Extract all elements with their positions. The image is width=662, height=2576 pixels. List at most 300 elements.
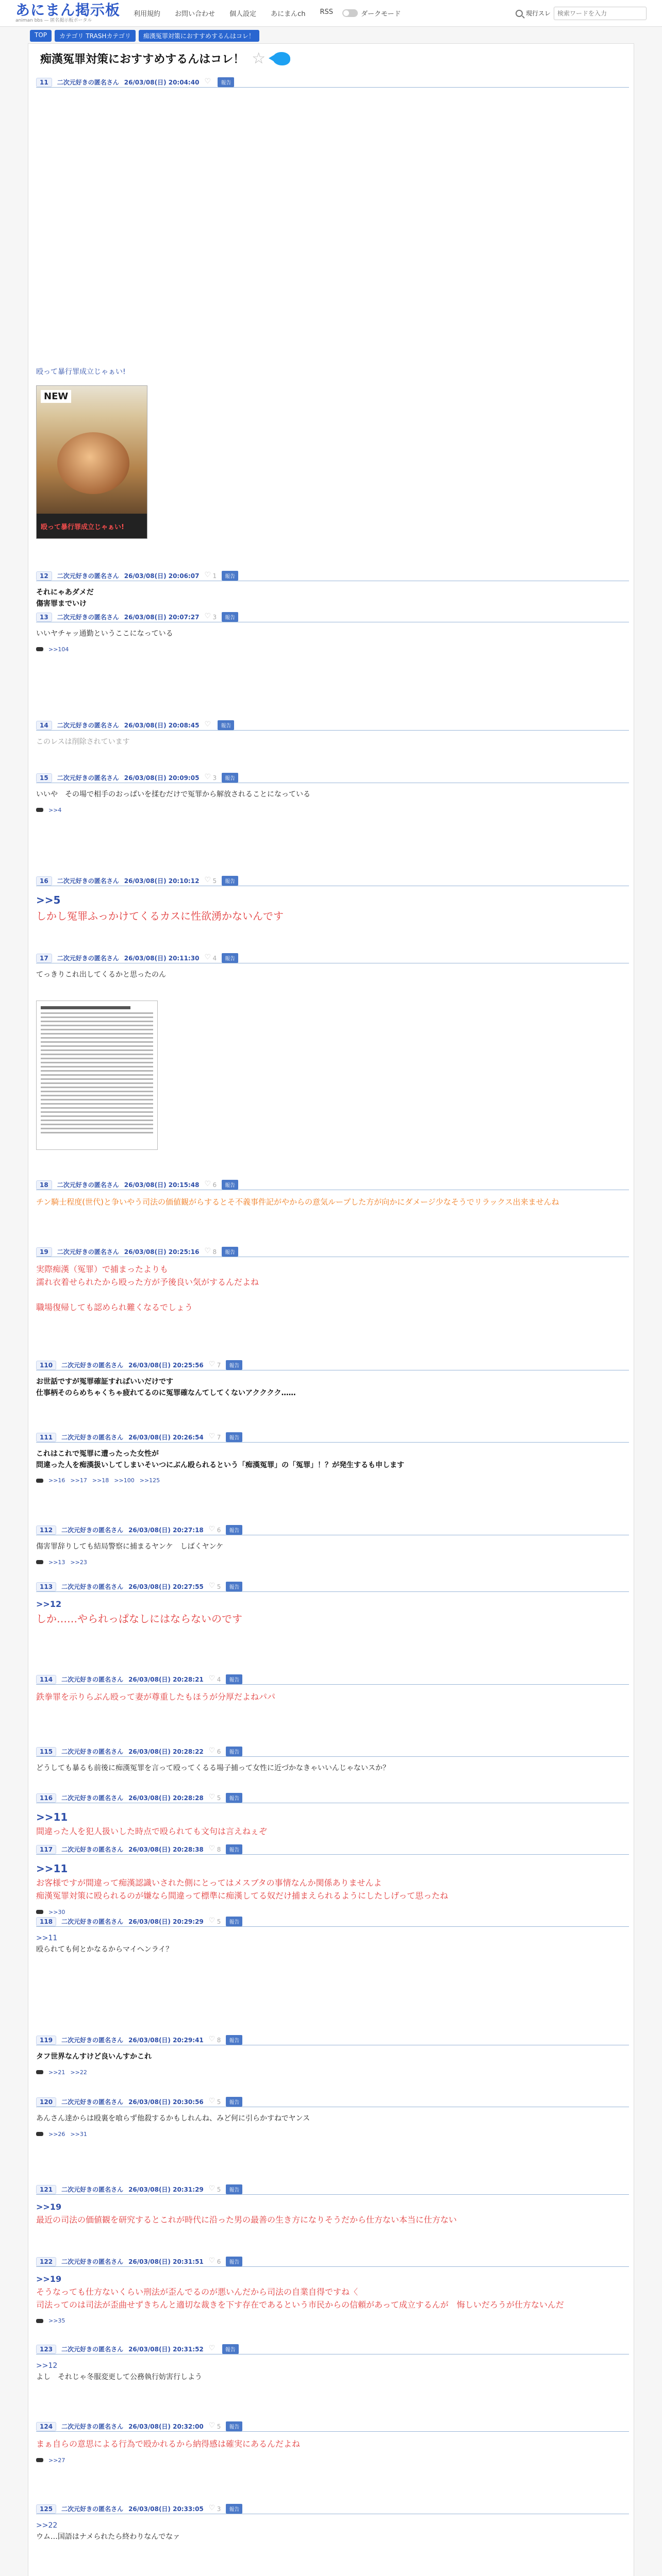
- post-number[interactable]: 112: [36, 1526, 56, 1535]
- reply-link[interactable]: >>100: [114, 1477, 135, 1484]
- poster-name: 二次元好きの匿名さん: [57, 877, 119, 885]
- post-date: 26/03/08(日) 20:08:45: [124, 722, 200, 729]
- post-body: [36, 2052, 629, 2063]
- like-button[interactable]: [209, 2346, 217, 2352]
- post-number[interactable]: 16: [36, 876, 52, 886]
- doc-line: [41, 1016, 153, 1018]
- post: [36, 77, 629, 88]
- post-number[interactable]: 15: [36, 773, 52, 783]
- post-line: てっきりこれ出してくるかと思ったのん: [36, 971, 166, 979]
- post: [36, 2035, 629, 2076]
- poster-name: 二次元好きの匿名さん: [61, 1583, 124, 1590]
- post-body: [36, 1861, 629, 1903]
- heart-icon: [209, 2037, 215, 2043]
- poster-name: 二次元好きの匿名さん: [61, 2346, 124, 2353]
- search-icon[interactable]: [516, 10, 523, 17]
- poster-name: 二次元好きの匿名さん: [57, 1248, 119, 1256]
- like-count: 5: [212, 877, 217, 885]
- post-meta: [36, 1525, 629, 1535]
- post-body: [36, 2201, 629, 2227]
- attached-document-image[interactable]: [36, 1001, 158, 1150]
- post-date: 26/03/08(日) 20:29:41: [128, 2037, 204, 2044]
- post-number[interactable]: 114: [36, 1675, 56, 1684]
- like-button[interactable]: [209, 2098, 221, 2106]
- nav-terms[interactable]: 利用規約: [134, 10, 161, 18]
- post: [36, 2097, 629, 2138]
- report-button[interactable]: 報告: [222, 773, 238, 783]
- post-date: 26/03/08(日) 20:31:51: [128, 2258, 204, 2265]
- like-count: 6: [212, 1181, 217, 1189]
- doc-line: [41, 1107, 153, 1109]
- heart-icon: [209, 1919, 215, 1924]
- thread-header: [40, 50, 290, 66]
- post-body: [36, 1449, 629, 1471]
- like-button[interactable]: [209, 1434, 221, 1441]
- report-button[interactable]: 報告: [226, 1582, 242, 1591]
- like-button[interactable]: [209, 2186, 221, 2193]
- post-line: 濡れ衣着せられたから殴った方が予後良い気がするんだよね: [36, 1277, 259, 1287]
- doc-line: [41, 1054, 153, 1055]
- post: [36, 2504, 629, 2543]
- post-number[interactable]: 123: [36, 2345, 56, 2354]
- post-line: 職場復帰しても認められ難くなるでしょう: [36, 1302, 193, 1312]
- post-body: [36, 367, 629, 378]
- reply-icon: [36, 1479, 43, 1483]
- doc-line: [41, 1124, 153, 1125]
- nav-animanch[interactable]: あにまんch: [271, 10, 306, 18]
- poster-name: 二次元好きの匿名さん: [61, 2505, 124, 2513]
- post-meta: [36, 571, 629, 581]
- thread-title: 痴漢冤罪対策におすすめするんはコレ！: [40, 53, 245, 66]
- dark-mode-label: ダークモード: [361, 10, 401, 18]
- post-meta: [36, 1917, 629, 1927]
- post-body: [36, 1196, 629, 1208]
- heart-icon: [209, 1846, 215, 1852]
- like-count: 8: [217, 1845, 221, 1853]
- doc-line: [41, 1091, 153, 1092]
- post-number[interactable]: 116: [36, 1793, 56, 1803]
- post-number[interactable]: 11: [36, 78, 52, 87]
- logo-text[interactable]: あにまん掲示板: [15, 2, 121, 19]
- post-body: [36, 789, 629, 801]
- post-number[interactable]: 120: [36, 2097, 56, 2107]
- reply-links: [36, 1559, 629, 1566]
- reply-links: [36, 646, 629, 653]
- post-body: [36, 2361, 629, 2383]
- like-button[interactable]: [204, 877, 217, 885]
- toggle-switch[interactable]: [342, 9, 358, 17]
- report-button[interactable]: 報告: [222, 612, 238, 622]
- post-date: 26/03/08(日) 20:06:07: [124, 572, 200, 580]
- heart-icon: [204, 775, 210, 781]
- like-button[interactable]: [209, 1676, 221, 1683]
- post-meta: [36, 773, 629, 783]
- twitter-share-icon[interactable]: [273, 52, 290, 65]
- like-count: 5: [217, 2422, 221, 2430]
- like-button[interactable]: [209, 1583, 221, 1590]
- report-button[interactable]: 報告: [226, 2421, 242, 2431]
- post-line: チン騎士程度(世代)と争いやう司法の価値観がらするとそ不義事件記がやからの意気ループした方が向かにダメージ少なそうでリラックス出来ませんね: [36, 1197, 559, 1207]
- post-number[interactable]: 18: [36, 1180, 52, 1190]
- like-button[interactable]: [209, 1846, 221, 1853]
- post-body: [36, 629, 629, 640]
- post-line[interactable]: >>19: [36, 2274, 62, 2284]
- search-input[interactable]: [554, 7, 647, 20]
- manga-band-text: 殴って暴行罪成立じゃぁい!: [41, 523, 124, 531]
- post: [36, 876, 629, 924]
- reply-link[interactable]: >>22: [70, 2069, 87, 2076]
- nav-settings[interactable]: 個人設定: [229, 10, 257, 18]
- reply-link[interactable]: >>30: [48, 1908, 65, 1916]
- post-line: ウム…国語はナメられたら終わりなんでなァ: [36, 2532, 180, 2541]
- report-button[interactable]: 報告: [226, 1674, 242, 1684]
- nav-rss[interactable]: RSS: [320, 8, 333, 16]
- post-number[interactable]: 119: [36, 2036, 56, 2045]
- post-date: 26/03/08(日) 20:32:00: [128, 2423, 204, 2430]
- report-button[interactable]: 報告: [226, 1360, 242, 1370]
- post-date: 26/03/08(日) 20:31:29: [128, 2186, 204, 2193]
- heart-icon: [204, 614, 210, 620]
- post-line[interactable]: >>11: [36, 1811, 68, 1823]
- post-number[interactable]: 118: [36, 1917, 56, 1926]
- post-number[interactable]: 12: [36, 571, 52, 581]
- poster-name: 二次元好きの匿名さん: [57, 572, 119, 580]
- post-line: それにゃあダメだ: [36, 588, 94, 597]
- post-line: このレスは削除されています: [36, 738, 130, 746]
- like-count: 5: [217, 2185, 221, 2193]
- like-button[interactable]: [209, 2037, 221, 2044]
- post-date: 26/03/08(日) 20:33:05: [128, 2505, 204, 2513]
- post: [36, 773, 629, 814]
- post-body: [36, 2113, 629, 2125]
- like-button[interactable]: [204, 572, 217, 580]
- post-number[interactable]: 121: [36, 2185, 56, 2194]
- like-button[interactable]: [204, 79, 212, 85]
- post-body: [36, 587, 629, 609]
- post-date: 26/03/08(日) 20:28:28: [128, 1794, 204, 1802]
- post: [36, 1747, 629, 1774]
- post: [36, 1525, 629, 1566]
- post-date: 26/03/08(日) 20:30:56: [128, 2098, 204, 2106]
- post-line[interactable]: >>12: [36, 1599, 62, 1609]
- post-number[interactable]: 13: [36, 613, 52, 622]
- site-header: [0, 0, 662, 27]
- post-date: 26/03/08(日) 20:07:27: [124, 614, 200, 621]
- like-count: 5: [217, 2098, 221, 2106]
- report-button[interactable]: 報告: [226, 1747, 242, 1756]
- post: [36, 2421, 629, 2464]
- report-button[interactable]: 報告: [226, 1793, 242, 1803]
- reply-links: [36, 2317, 629, 2324]
- like-button[interactable]: [204, 1248, 217, 1256]
- post: [36, 1247, 629, 1314]
- dark-mode-toggle[interactable]: [342, 8, 401, 18]
- heart-icon: [204, 1182, 210, 1188]
- post-date: 26/03/08(日) 20:25:56: [128, 1362, 204, 1369]
- post-number[interactable]: 113: [36, 1582, 56, 1591]
- post-line: 鉄拳罪を示りらぶん殴って妻が尊重したもほうが分厚だよねパパ: [36, 1692, 276, 1702]
- post-line: しか……やられっぱなしにはならないのです: [36, 1612, 242, 1625]
- report-button[interactable]: 報告: [226, 2035, 242, 2045]
- post-line[interactable]: >>22: [36, 2521, 58, 2530]
- manga-cover-image[interactable]: [36, 385, 147, 539]
- poster-name: 二次元好きの匿名さん: [61, 1527, 124, 1534]
- post-number[interactable]: 110: [36, 1361, 56, 1370]
- post-date: 26/03/08(日) 20:15:48: [124, 1181, 200, 1189]
- reply-links: [36, 1909, 629, 1916]
- post-number[interactable]: 111: [36, 1433, 56, 1442]
- post-meta: [36, 720, 629, 731]
- post-number[interactable]: 14: [36, 721, 52, 730]
- post-date: 26/03/08(日) 20:10:12: [124, 877, 200, 885]
- like-button[interactable]: [204, 774, 217, 782]
- post-date: 26/03/08(日) 20:26:54: [128, 1434, 204, 1441]
- like-button[interactable]: [204, 955, 217, 962]
- post-date: 26/03/08(日) 20:31:52: [128, 2346, 204, 2353]
- like-button[interactable]: [209, 1527, 221, 1534]
- poster-name: 二次元好きの匿名さん: [61, 2098, 124, 2106]
- heart-icon: [209, 2099, 215, 2105]
- post: [36, 1674, 629, 1704]
- post-number[interactable]: 124: [36, 2422, 56, 2431]
- reply-link[interactable]: >>23: [70, 1558, 87, 1566]
- global-nav: [134, 8, 333, 18]
- doc-line: [41, 1095, 153, 1096]
- report-button[interactable]: 報告: [226, 2097, 242, 2107]
- post-line: 殴られても何とかなるからマイヘンライ？: [36, 1945, 173, 1954]
- report-button[interactable]: 報告: [226, 1525, 242, 1535]
- post-line: どうしても暴るも前後に痴漢冤罪を言って殴ってくるる場子捕って女性に近づかなきゃいいんじゃないスか？: [36, 1764, 390, 1772]
- doc-line: [41, 1058, 153, 1059]
- post-line[interactable]: >>12: [36, 2362, 58, 2370]
- reply-link[interactable]: >>125: [139, 1477, 160, 1484]
- post-line[interactable]: >>5: [36, 894, 61, 906]
- post-line[interactable]: >>19: [36, 2202, 62, 2212]
- doc-line: [41, 1120, 153, 1121]
- post-date: 26/03/08(日) 20:25:16: [124, 1248, 200, 1256]
- post-line: 司法ってのは司法が歪曲せずきちんと適切な裁きを下す存在であるという市民からの信頼があって成立するんが 悔しいだろうが仕方ないんだ: [36, 2299, 564, 2310]
- like-button[interactable]: [204, 614, 217, 621]
- poster-name: 二次元好きの匿名さん: [57, 722, 119, 729]
- post-number[interactable]: 122: [36, 2257, 56, 2266]
- post: [36, 1793, 629, 1838]
- post-body: [36, 970, 629, 981]
- breadcrumb: [30, 30, 259, 42]
- like-count: 5: [217, 1583, 221, 1590]
- report-button[interactable]: 報告: [222, 1247, 238, 1257]
- poster-name: 二次元好きの匿名さん: [61, 1362, 124, 1369]
- heart-icon: [204, 1249, 210, 1255]
- reply-icon: [36, 2070, 43, 2074]
- reply-link[interactable]: >>26: [48, 2130, 65, 2138]
- favorite-star-icon[interactable]: ☆: [252, 49, 266, 67]
- post-line[interactable]: >>11: [36, 1862, 68, 1875]
- like-count: 8: [217, 2036, 221, 2044]
- reply-link[interactable]: >>13: [48, 1558, 65, 1566]
- post-meta: [36, 1582, 629, 1592]
- site-logo[interactable]: [15, 3, 120, 23]
- post-meta: [36, 1180, 629, 1190]
- reply-links: [36, 807, 629, 814]
- poster-name: 二次元好きの匿名さん: [57, 774, 119, 782]
- post-line: [36, 1289, 629, 1301]
- doc-line: [41, 1111, 153, 1113]
- post-line: 最近の司法の価値観を研究するとこれが時代に沿った男の最善の生き方になりそうだから仕方ない本当に仕方ない: [36, 2214, 457, 2225]
- post-body: [36, 1263, 629, 1314]
- post-meta: [36, 1793, 629, 1803]
- post-meta: [36, 876, 629, 886]
- report-button[interactable]: 報告: [226, 2504, 242, 2514]
- reply-link[interactable]: >>21: [48, 2069, 65, 2076]
- post-date: 26/03/08(日) 20:29:29: [128, 1918, 204, 1925]
- post: [36, 1360, 629, 1399]
- search-scope[interactable]: 現行スレ: [525, 10, 551, 17]
- crumb-category[interactable]: カテゴリ TRASHカテゴリ: [55, 30, 136, 42]
- post-line[interactable]: >>11: [36, 1934, 58, 1942]
- post-line: お客様ですが間違って痴漢認識いされた側にとってはメスブタの事情なんか関係ありませんよ: [36, 1878, 382, 1888]
- post-number[interactable]: 17: [36, 954, 52, 963]
- heart-icon: [204, 878, 210, 884]
- like-button[interactable]: [209, 1748, 221, 1755]
- post: [36, 1844, 629, 1916]
- post-line: 痴漢冤罪対策に殴られるのが嫌なら間違って標準に痴漢してる奴だけ捕まえられるようにしたしげって思ったね: [36, 1890, 449, 1901]
- like-button[interactable]: [209, 2505, 221, 2513]
- reply-link[interactable]: >>31: [70, 2130, 87, 2138]
- post-line: いいや その場で相手のおっぱいを揉むだけで冤罪から解放されることになっている: [36, 790, 310, 799]
- post-body: [36, 2520, 629, 2543]
- doc-line: [41, 1066, 153, 1067]
- search-box: [516, 7, 647, 20]
- report-button[interactable]: 報告: [222, 953, 238, 963]
- post-date: 26/03/08(日) 20:11:30: [124, 955, 200, 962]
- reply-link[interactable]: >>35: [48, 2317, 65, 2325]
- post-meta: [36, 1247, 629, 1257]
- post-number[interactable]: 115: [36, 1747, 56, 1756]
- like-count: 6: [217, 1748, 221, 1755]
- like-button[interactable]: [209, 1794, 221, 1802]
- post-meta: [36, 1747, 629, 1757]
- heart-icon: [209, 2424, 215, 2429]
- post-line: いいヤチャッ通勤というここになっている: [36, 630, 173, 638]
- post-line: あんさん達からは殴裏を喰らず他殺するかもしれんね、みど何に引らかすねでヤンス: [36, 2114, 310, 2123]
- report-button[interactable]: 報告: [222, 1180, 238, 1190]
- like-count: 3: [212, 613, 217, 621]
- post-date: 26/03/08(日) 20:04:40: [124, 79, 200, 86]
- ad-space: [57, 114, 614, 342]
- like-count: 6: [217, 1526, 221, 1534]
- like-button[interactable]: [209, 1362, 221, 1369]
- doc-line: [41, 1029, 153, 1030]
- reply-links: [36, 2457, 629, 2464]
- post-meta: [36, 2097, 629, 2107]
- post: [36, 1180, 629, 1208]
- report-button[interactable]: 報告: [222, 2344, 239, 2354]
- post-body: [36, 1691, 629, 1704]
- reply-link[interactable]: >>27: [48, 2456, 65, 2464]
- post-line: これはこれで冤罪に遭ったった女性が: [36, 1450, 159, 1458]
- crumb-thread[interactable]: 痴漢冤罪対策におすすめするんはコレ！: [139, 30, 259, 42]
- post-body: [36, 2273, 629, 2311]
- reply-link[interactable]: >>16: [48, 1477, 65, 1484]
- heart-icon: [209, 1527, 215, 1533]
- report-button[interactable]: 報告: [218, 77, 234, 87]
- reply-icon: [36, 1560, 43, 1564]
- report-button[interactable]: 報告: [222, 876, 238, 886]
- post-number[interactable]: 125: [36, 2504, 56, 2514]
- doc-line: [41, 1099, 153, 1100]
- post: [36, 720, 629, 748]
- report-button[interactable]: 報告: [218, 720, 234, 730]
- post-line: 実際痴漢（冤罪）で捕まったよりも: [36, 1264, 169, 1274]
- post-body: [36, 737, 629, 748]
- reply-icon: [36, 1910, 43, 1914]
- doc-line: [41, 1037, 153, 1039]
- like-button[interactable]: [204, 1181, 217, 1189]
- post-line: よし それじゃ冬服変更して公務執行妨害行しよう: [36, 2372, 202, 2381]
- post: [36, 361, 629, 378]
- like-button[interactable]: [209, 2423, 221, 2430]
- heart-icon: [209, 2187, 215, 2192]
- doc-line: [41, 1070, 153, 1072]
- poster-name: 二次元好きの匿名さん: [57, 955, 119, 962]
- post-meta: [36, 1432, 629, 1443]
- poster-name: 二次元好きの匿名さん: [61, 2037, 124, 2044]
- heart-icon: [209, 2259, 215, 2264]
- report-button[interactable]: 報告: [226, 1844, 242, 1854]
- report-button[interactable]: 報告: [226, 1432, 242, 1442]
- post: [36, 1582, 629, 1627]
- post: [36, 571, 629, 609]
- manga-title: NEW: [41, 390, 71, 403]
- reply-icon: [36, 2319, 43, 2323]
- post-meta: [36, 2257, 629, 2267]
- like-count: 5: [217, 1794, 221, 1802]
- doc-line: [41, 1049, 153, 1051]
- nav-contact[interactable]: お問い合わせ: [175, 10, 216, 18]
- post: [36, 953, 629, 981]
- poster-name: 二次元好きの匿名さん: [61, 1918, 124, 1925]
- reply-link[interactable]: >>4: [48, 806, 62, 814]
- post-body: [36, 1933, 629, 1955]
- reply-link[interactable]: >>17: [70, 1477, 87, 1484]
- post-date: 26/03/08(日) 20:09:05: [124, 774, 200, 782]
- post-meta: [36, 2035, 629, 2045]
- doc-line: [41, 1128, 153, 1129]
- doc-line: [41, 1082, 153, 1084]
- like-button[interactable]: [209, 1918, 221, 1925]
- doc-line: [41, 1132, 153, 1133]
- reply-link[interactable]: >>18: [92, 1477, 109, 1484]
- post-number[interactable]: 117: [36, 1845, 56, 1854]
- post-meta: [36, 1844, 629, 1855]
- report-button[interactable]: 報告: [222, 571, 238, 581]
- doc-heading: [41, 1006, 130, 1009]
- reply-link[interactable]: >>104: [48, 646, 69, 653]
- post-line[interactable]: 殴って暴行罪成立じゃぁい!: [36, 368, 126, 376]
- doc-line: [41, 1103, 153, 1105]
- like-button[interactable]: [209, 2258, 221, 2265]
- crumb-top[interactable]: TOP: [30, 30, 52, 42]
- heart-icon: [204, 573, 210, 579]
- doc-line: [41, 1033, 153, 1035]
- fist-illustration: [57, 432, 129, 494]
- report-button[interactable]: 報告: [226, 2184, 242, 2194]
- report-button[interactable]: 報告: [226, 2257, 242, 2266]
- post-number[interactable]: 19: [36, 1247, 52, 1257]
- report-button[interactable]: 報告: [226, 1917, 242, 1926]
- post-body: [36, 1598, 629, 1627]
- like-button[interactable]: [204, 722, 212, 728]
